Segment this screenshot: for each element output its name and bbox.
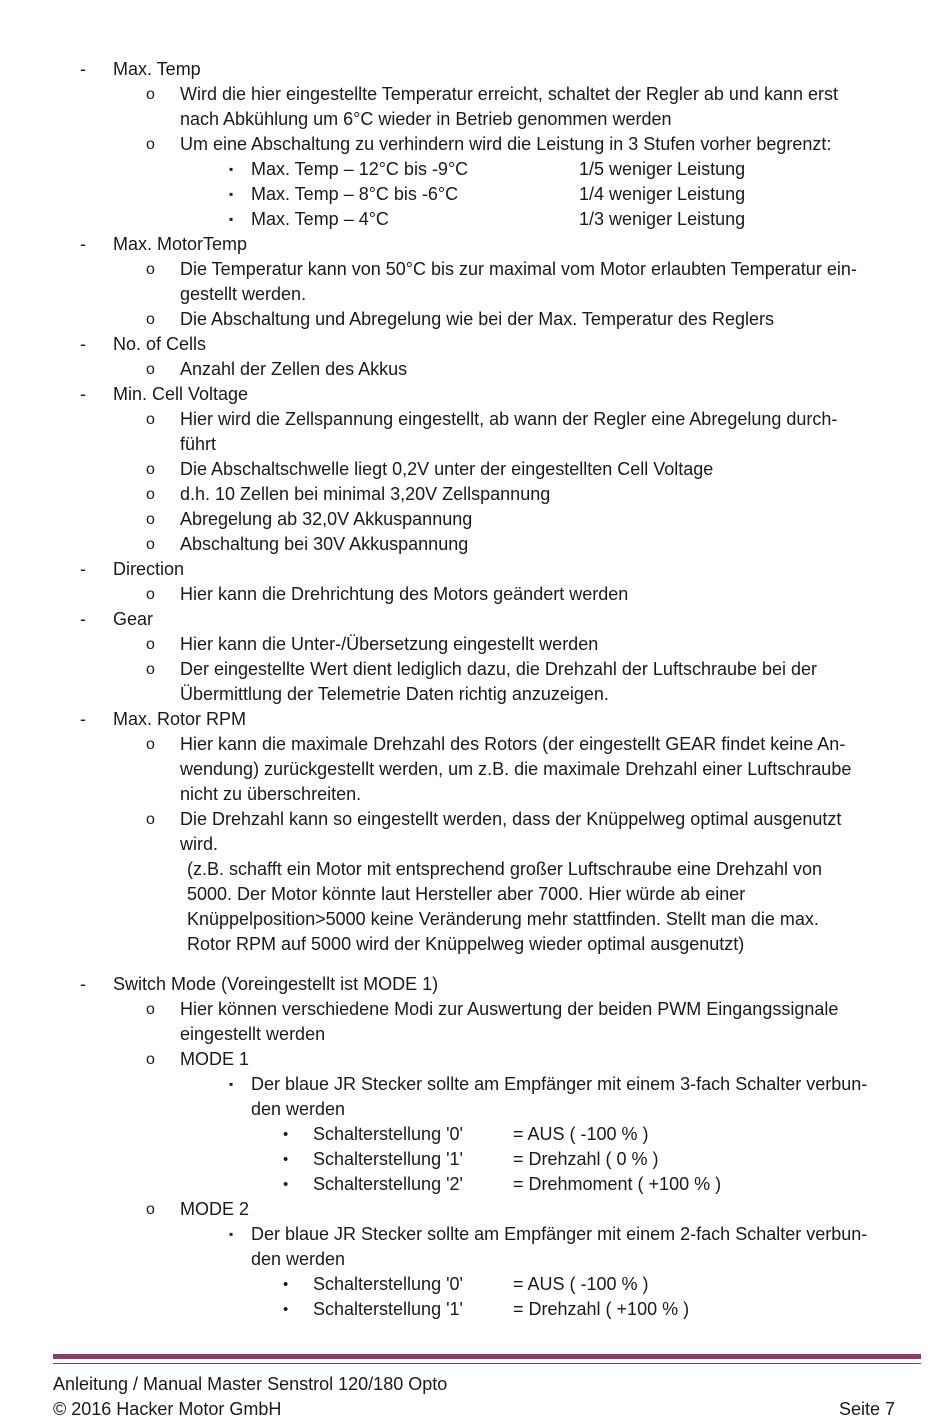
list-item [0, 882, 950, 907]
bullet-marker: o [146, 136, 155, 153]
list-item-text: Um eine Abschaltung zu verhindern wird die Leistung in 3 Stufen vorher begrenzt: [180, 134, 832, 154]
list-item [0, 807, 950, 832]
list-item [0, 1272, 950, 1297]
list-item-text: (z.B. schafft ein Motor mit entsprechend großer Luftschraube eine Drehzahl von [187, 859, 822, 879]
bullet-marker: - [80, 334, 86, 354]
list-item [0, 732, 950, 757]
list-item-text: Abregelung ab 32,0V Akkuspannung [180, 509, 473, 529]
list-item-text: Max. Rotor RPM [113, 709, 247, 729]
list-item-text: Rotor RPM auf 5000 wird der Knüppelweg wieder optimal ausgenutzt) [187, 934, 745, 954]
bullet-marker: - [80, 709, 86, 729]
list-item-text: Hier kann die Unter-/Übersetzung eingestellt werden [180, 634, 599, 654]
list-item-value: = Drehzahl ( +100 % ) [513, 1299, 690, 1319]
list-item-value: = AUS ( -100 % ) [513, 1124, 649, 1144]
list-item [0, 382, 950, 407]
list-item-text: nicht zu überschreiten. [180, 784, 362, 804]
list-item [0, 607, 950, 632]
bullet-marker: - [80, 974, 86, 994]
bullet-marker: o [146, 261, 155, 278]
list-item [0, 932, 950, 957]
list-item-text: Die Abschaltschwelle liegt 0,2V unter der eingestellten Cell Voltage [180, 459, 714, 479]
list-item [0, 557, 950, 582]
bullet-marker: • [283, 1301, 289, 1318]
bullet-marker: • [283, 1151, 289, 1168]
list-item-text: Hier können verschiedene Modi zur Auswertung der beiden PWM Eingangssignale [180, 999, 839, 1019]
list-item [0, 907, 950, 932]
list-item-value: 1/3 weniger Leistung [579, 209, 746, 229]
list-item [0, 532, 950, 557]
document-body [0, 57, 950, 1322]
list-item [0, 482, 950, 507]
list-item-text: Max. Temp – 12°C bis -9°C [251, 159, 469, 179]
list-item [0, 307, 950, 332]
bullet-marker: o [146, 736, 155, 753]
bullet-marker: • [283, 1176, 289, 1193]
list-item [0, 82, 950, 107]
list-item-text: MODE 2 [180, 1199, 250, 1219]
list-item-value: 1/4 weniger Leistung [579, 184, 746, 204]
bullet-marker: o [146, 486, 155, 503]
list-item-text: MODE 1 [180, 1049, 250, 1069]
list-item-text: Schalterstellung '0' [313, 1274, 463, 1294]
bullet-marker: ▪ [229, 1077, 234, 1091]
list-item-text: Hier kann die Drehrichtung des Motors geändert werden [180, 584, 629, 604]
list-item [0, 682, 950, 707]
list-item-text: eingestellt werden [180, 1024, 326, 1044]
list-item [0, 282, 950, 307]
list-item-text: Max. Temp – 8°C bis -6°C [251, 184, 459, 204]
list-item [0, 782, 950, 807]
list-item [0, 832, 950, 857]
list-item-text: Min. Cell Voltage [113, 384, 249, 404]
list-item-text: Gear [113, 609, 154, 629]
list-item-text: Schalterstellung '1' [313, 1149, 463, 1169]
list-item [0, 1197, 950, 1222]
list-item-text: Max. Temp – 4°C [251, 209, 389, 229]
bullet-marker: o [146, 1001, 155, 1018]
list-item [0, 1297, 950, 1322]
bullet-marker: o [146, 86, 155, 103]
list-item [0, 1097, 950, 1122]
bullet-marker: o [146, 1201, 155, 1218]
list-item [0, 157, 950, 182]
list-item [0, 232, 950, 257]
bullet-marker: ▪ [229, 212, 234, 226]
list-item [0, 57, 950, 82]
bullet-marker: o [146, 311, 155, 328]
list-item-text: wird. [180, 834, 219, 854]
bullet-marker: o [146, 661, 155, 678]
footer-rule [53, 1354, 921, 1359]
list-item [0, 457, 950, 482]
list-item [0, 132, 950, 157]
list-item-value: 1/5 weniger Leistung [579, 159, 746, 179]
bullet-marker: - [80, 559, 86, 579]
list-item-text: Schalterstellung '1' [313, 1299, 463, 1319]
list-item [0, 507, 950, 532]
bullet-marker: • [283, 1276, 289, 1293]
list-item [0, 207, 950, 232]
list-item-text: Schalterstellung '2' [313, 1174, 463, 1194]
list-item-text: Der eingestellte Wert dient lediglich dazu, die Drehzahl der Luftschraube bei der [180, 659, 818, 679]
bullet-marker: o [146, 586, 155, 603]
list-item-text: d.h. 10 Zellen bei minimal 3,20V Zellspannung [180, 484, 551, 504]
bullet-marker: ▪ [229, 1227, 234, 1241]
bullet-marker: o [146, 536, 155, 553]
list-item-text: Übermittlung der Telemetrie Daten richtig anzuzeigen. [180, 684, 609, 704]
list-item [0, 432, 950, 457]
list-item [0, 257, 950, 282]
list-item [0, 407, 950, 432]
bullet-marker: o [146, 1051, 155, 1068]
bullet-marker: o [146, 511, 155, 528]
list-item [0, 1047, 950, 1072]
page-number: Seite 7 [838, 1399, 895, 1419]
list-item-text: Max. Temp [113, 59, 201, 79]
list-item-text: führt [180, 434, 217, 454]
list-item-text: den werden [251, 1099, 346, 1119]
bullet-marker: - [80, 59, 86, 79]
spacer [0, 957, 950, 972]
list-item-text: No. of Cells [113, 334, 207, 354]
bullet-marker: - [80, 234, 86, 254]
list-item-text: nach Abkühlung um 6°C wieder in Betrieb genommen werden [180, 109, 672, 129]
list-item [0, 1247, 950, 1272]
list-item [0, 857, 950, 882]
list-item [0, 182, 950, 207]
list-item-value: = Drehmoment ( +100 % ) [513, 1174, 722, 1194]
list-item-text: Knüppelposition>5000 keine Veränderung mehr stattfinden. Stellt man die max. [187, 909, 819, 929]
list-item [0, 582, 950, 607]
list-item-text: Abschaltung bei 30V Akkuspannung [180, 534, 469, 554]
list-item-text: Der blaue JR Stecker sollte am Empfänger mit einem 2-fach Schalter verbun- [251, 1224, 868, 1244]
bullet-marker: o [146, 811, 155, 828]
list-item-text: Wird die hier eingestellte Temperatur erreicht, schaltet der Regler ab und kann erst [180, 84, 839, 104]
list-item-text: den werden [251, 1249, 346, 1269]
list-item [0, 107, 950, 132]
list-item-text: gestellt werden. [180, 284, 307, 304]
list-item [0, 707, 950, 732]
list-item-text: wendung) zurückgestellt werden, um z.B. die maximale Drehzahl einer Luftschraube [180, 759, 852, 779]
list-item [0, 1122, 950, 1147]
bullet-marker: o [146, 461, 155, 478]
bullet-marker: ▪ [229, 162, 234, 176]
list-item [0, 357, 950, 382]
list-item-text: Max. MotorTemp [113, 234, 248, 254]
list-item-text: Die Abschaltung und Abregelung wie bei der Max. Temperatur des Reglers [180, 309, 775, 329]
list-item [0, 332, 950, 357]
list-item-text: Anzahl der Zellen des Akkus [180, 359, 408, 379]
list-item-value: = AUS ( -100 % ) [513, 1274, 649, 1294]
list-item-value: = Drehzahl ( 0 % ) [513, 1149, 659, 1169]
bullet-marker: o [146, 411, 155, 428]
bullet-marker: o [146, 636, 155, 653]
bullet-marker: - [80, 384, 86, 404]
list-item [0, 1072, 950, 1097]
list-item [0, 632, 950, 657]
list-item-text: 5000. Der Motor könnte laut Hersteller aber 7000. Hier würde ab einer [187, 884, 746, 904]
list-item-text: Hier wird die Zellspannung eingestellt, ab wann der Regler eine Abregelung durch- [180, 409, 838, 429]
bullet-marker: o [146, 361, 155, 378]
list-item-text: Die Drehzahl kann so eingestellt werden, dass der Knüppelweg optimal ausgenutzt [180, 809, 842, 829]
footer-copyright: © 2016 Hacker Motor GmbH [53, 1399, 282, 1419]
list-item [0, 1172, 950, 1197]
list-item [0, 972, 950, 997]
list-item-text: Die Temperatur kann von 50°C bis zur maximal vom Motor erlaubten Temperatur ein- [180, 259, 857, 279]
list-item-text: Schalterstellung '0' [313, 1124, 463, 1144]
bullet-marker: • [283, 1126, 289, 1143]
footer-rule-thin [53, 1363, 921, 1364]
list-item [0, 1222, 950, 1247]
list-item [0, 997, 950, 1022]
list-item-text: Hier kann die maximale Drehzahl des Rotors (der eingestellt GEAR findet keine An- [180, 734, 846, 754]
list-item [0, 1147, 950, 1172]
list-item [0, 757, 950, 782]
list-item-text: Switch Mode (Voreingestellt ist MODE 1) [113, 974, 439, 994]
bullet-marker: - [80, 609, 86, 629]
list-item [0, 1022, 950, 1047]
list-item-text: Direction [113, 559, 185, 579]
list-item-text: Der blaue JR Stecker sollte am Empfänger mit einem 3-fach Schalter verbun- [251, 1074, 868, 1094]
footer-title: Anleitung / Manual Master Senstrol 120/180 Opto [53, 1374, 448, 1394]
list-item [0, 657, 950, 682]
bullet-marker: ▪ [229, 187, 234, 201]
